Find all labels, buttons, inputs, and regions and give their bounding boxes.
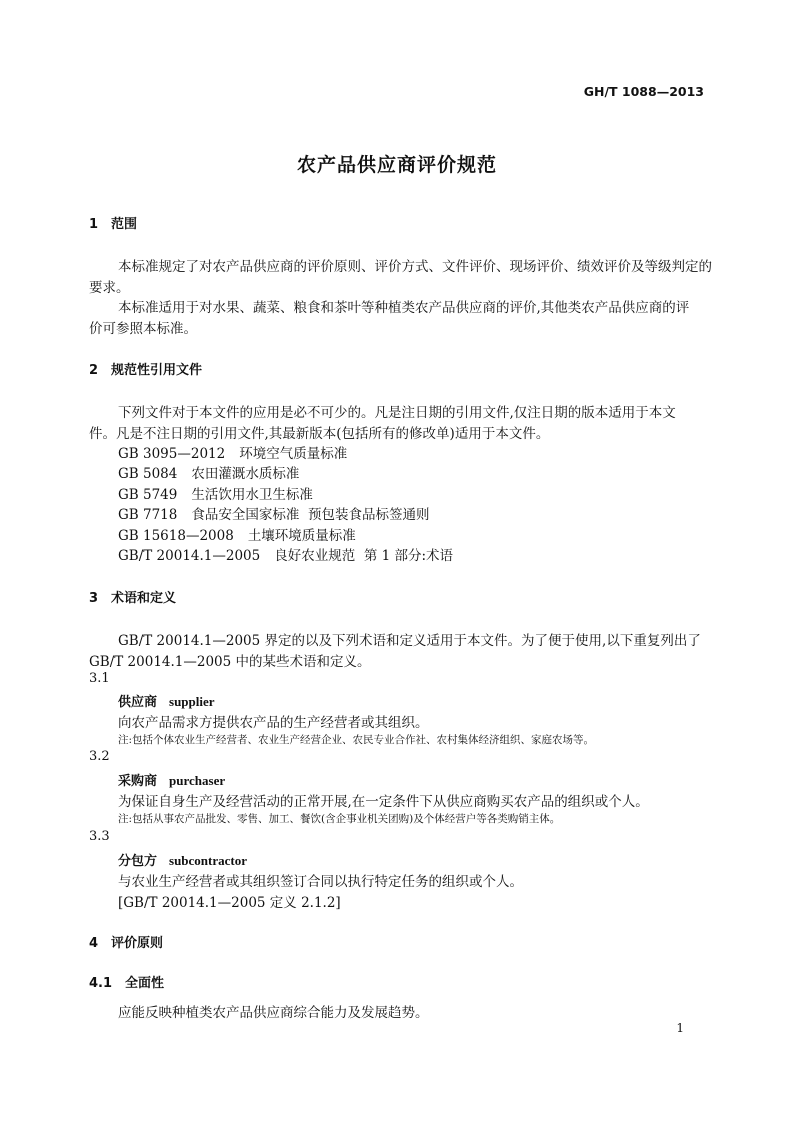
reference-item — [118, 483, 313, 503]
term-en: subcontractor — [169, 853, 248, 868]
section-title: 范围 — [111, 217, 138, 232]
term-cn: 供应商 — [118, 695, 158, 710]
reference-item — [118, 442, 347, 462]
reference-code: GB 15618—2008 — [118, 528, 234, 544]
term-note: 注:包括从事农产品批发、零售、加工、餐饮(含企事业机关团购)及个体经营户等各类购销主体。 — [118, 813, 561, 825]
reference-title: 土壤环境质量标准 — [247, 528, 356, 544]
section-4-heading — [89, 932, 163, 951]
term-definition: 与农业生产经营者或其组织签订合同以执行特定任务的组织或个人。 — [118, 874, 523, 890]
section-number: 3 — [89, 591, 99, 606]
reference-code: GB 5084 — [118, 466, 178, 482]
reference-item — [118, 462, 299, 482]
reference-code: GB 3095—2012 — [118, 446, 226, 462]
section-number: 1 — [89, 217, 99, 232]
section-title: 评价原则 — [111, 936, 164, 951]
paragraph-line: 应能反映种植类农产品供应商综合能力及发展趋势。 — [118, 1005, 429, 1021]
term-en: supplier — [169, 694, 215, 709]
reference-code: GB/T 20014.1—2005 — [118, 548, 261, 564]
subsection-number: 4.1 — [89, 976, 113, 991]
section-3-heading — [89, 587, 176, 606]
term-cn: 分包方 — [118, 854, 158, 869]
term-note: 注:包括个体农业生产经营者、农业生产经营企业、农民专业合作社、农村集体经济组织、家庭农场等。 — [118, 734, 595, 746]
term-source: [GB/T 20014.1—2005 定义 2.1.2] — [118, 895, 341, 911]
reference-item — [118, 503, 429, 523]
section-2-heading — [89, 359, 202, 378]
paragraph-line: GB/T 20014.1—2005 中的某些术语和定义。 — [89, 654, 371, 670]
document-code: GH/T 1088—2013 — [583, 84, 704, 99]
term-heading — [118, 770, 225, 789]
term-definition: 为保证自身生产及经营活动的正常开展,在一定条件下从供应商购买农产品的组织或个人。 — [118, 794, 649, 810]
paragraph-line: 本标准规定了对农产品供应商的评价原则、评价方式、文件评价、现场评价、绩效评价及等级判定的 — [118, 259, 712, 275]
document-title: 农产品供应商评价规范 — [296, 154, 497, 176]
reference-title: 生活饮用水卫生标准 — [191, 487, 313, 503]
section-number: 4 — [89, 936, 99, 951]
term-heading — [118, 691, 215, 710]
reference-title: 良好农业规范 第 1 部分:术语 — [274, 548, 454, 564]
reference-item — [118, 524, 356, 544]
term-definition: 向农产品需求方提供农产品的生产经营者或其组织。 — [118, 715, 429, 731]
subsection-title: 全面性 — [125, 976, 165, 991]
page-number: 1 — [676, 1021, 684, 1035]
term-cn: 采购商 — [118, 774, 158, 789]
reference-item — [118, 544, 453, 564]
section-1-heading — [89, 213, 137, 232]
term-heading — [118, 850, 247, 869]
term-number: 3.1 — [89, 671, 110, 686]
reference-title: 农田灌溉水质标准 — [191, 466, 300, 482]
term-number: 3.2 — [89, 749, 110, 764]
section-title: 规范性引用文件 — [111, 363, 203, 378]
reference-title: 环境空气质量标准 — [239, 446, 348, 462]
term-en: purchaser — [169, 773, 226, 788]
section-title: 术语和定义 — [111, 591, 177, 606]
section-number: 2 — [89, 363, 99, 378]
paragraph-line: GB/T 20014.1—2005 界定的以及下列术语和定义适用于本文件。为了便于使用,以下重复列出了 — [118, 633, 701, 649]
reference-code: GB 7718 — [118, 507, 178, 523]
subsection-4-1-heading — [89, 972, 164, 991]
reference-code: GB 5749 — [118, 487, 178, 503]
paragraph-line: 本标准适用于对水果、蔬菜、粮食和茶叶等种植类农产品供应商的评价,其他类农产品供应商的评 — [118, 300, 690, 316]
reference-title: 食品安全国家标准 预包装食品标签通则 — [191, 507, 430, 523]
paragraph-line: 件。凡是不注日期的引用文件,其最新版本(包括所有的修改单)适用于本文件。 — [89, 426, 550, 442]
term-number: 3.3 — [89, 829, 110, 844]
paragraph-line: 价可参照本标准。 — [89, 321, 197, 337]
paragraph-line: 下列文件对于本文件的应用是必不可少的。凡是注日期的引用文件,仅注日期的版本适用于本文 — [118, 405, 676, 421]
paragraph-line: 要求。 — [89, 280, 130, 296]
